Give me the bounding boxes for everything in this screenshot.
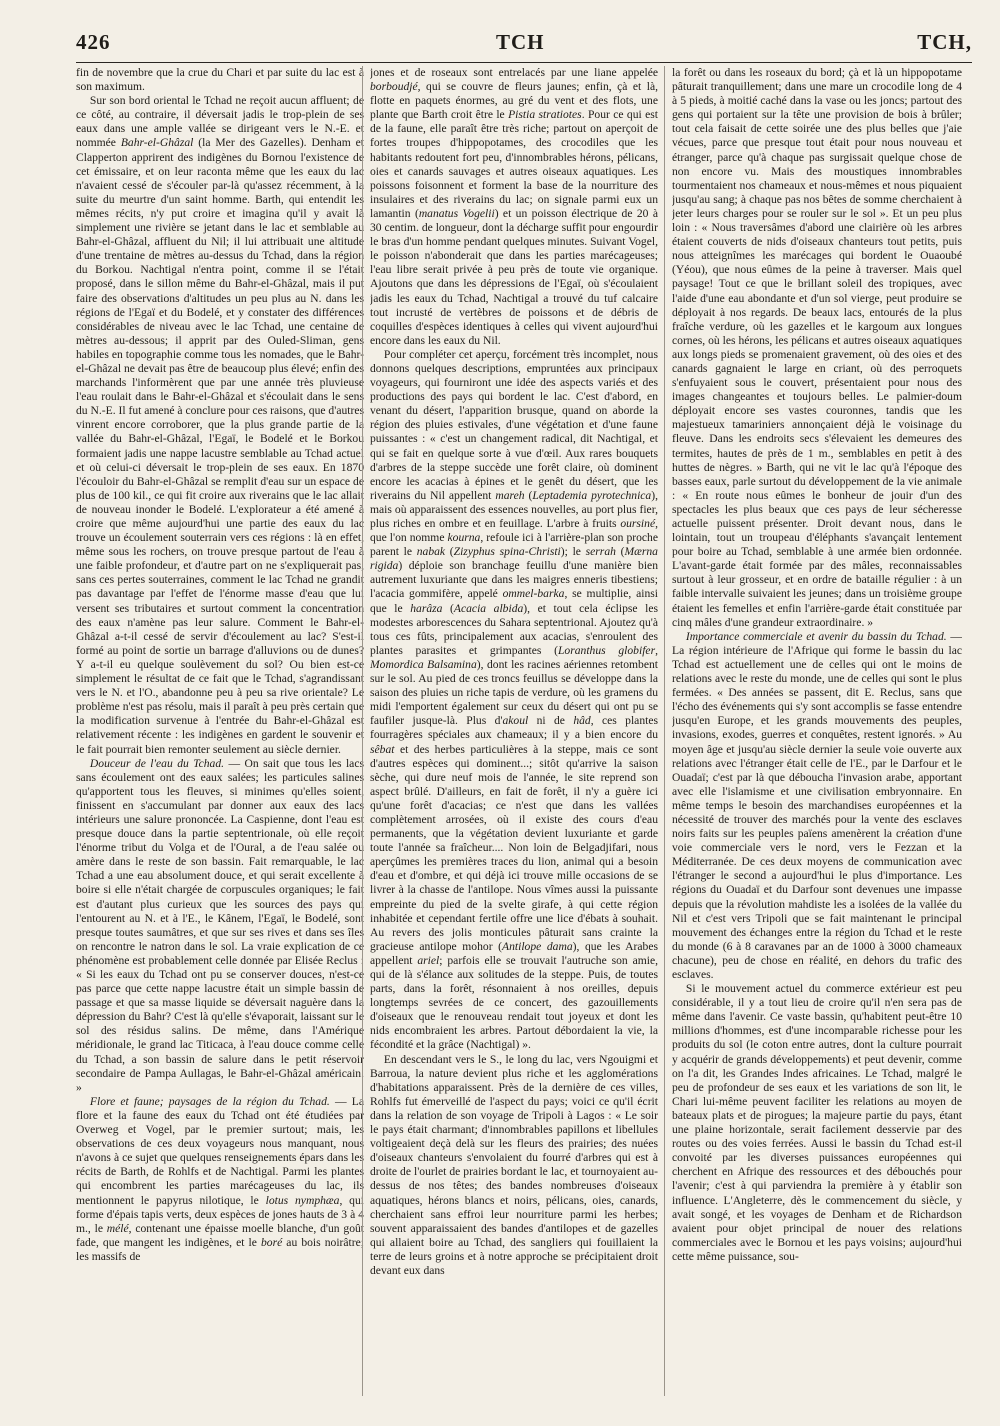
header-keyword-center: TCH [496,30,545,54]
text-run: ( [445,545,454,559]
text-run: ; parfois elle se trouvait l'autruche son amie, qui de là s'élance aux solitudes de la steppe. Puis, de toutes parts, dans la forêt, résonnaient à nos oreilles, depuis longtemps sevrées de ce concert, des gazouillements d'oiseaux que le renouveau rendait tout joyeux et dont les nids encombraient les arbres. Partout débordaient la vie, la fécondité et la grâce (Nachtigal) ». [370,953,658,1052]
text-run: ( [524,488,533,502]
text-column-1 [76,66,364,1406]
text-run: et des herbes particulières à la steppe, mais ce sont d'autres espèces qui dominent...; sitôt qu'arrive la saison sèche, qui dure neuf mois de l'année, le site reprend son aspect brûlé. D'ailleurs, en fait de forêt, il n'y a guère ici qu'une forêt d'acacias; ce n'est que dans les vallées complètement arrosées, où il existe des cours d'eau permanents, que la végétation devient luxuriante et garde toute l'année sa fraîcheur.... Non loin de Belgadjifari, nous aperçûmes les premières traces du lion, animal qui a besoin d'eau et d'ombre, et qui déjà ici trouve mille occasions de se livrer à la chasse de l'antilope. Nous vîmes aussi la puissante empreinte du pied de la svelte girafe, à qui cette région inhabitée et cependant fertile offre une lice d'ébats à souhait. Au revers des jolis monticules pâturait sans crainte la gracieuse antilope mohor ( [370,742,658,953]
italic-run: Pistia stratiotes [508,108,582,122]
text-run: jones et de roseaux sont entrelacés par une liane appelée [370,66,658,79]
text-run: — On sait que tous les lacs sans écoulement ont des eaux salées; les particules salines qu'apportent tous les fleuves, si minimes qu'elles soient, finissent en s'accumulant par donner aux eaux des lacs intérieurs une salure prononcée. La Caspienne, dont l'eau est presque douce dans la partie septentrionale, où elle reçoit l'énorme tribut du Volga et de l'Oural, a de l'eau salée ou amère dans le reste de son bassin. Fait remarquable, le lac Tchad a une eau absolument douce, et qui serait excellente à boire si elle n'était chargée de corpuscules organiques; le fait est d'autant plus curieux que les sources des pays qui l'entourent au N. et à l'E., le Kânem, l'Egaï, le Bodelé, sont presque toutes saumâtres, et que sur ses rives et dans ses îles on rencontre le natron dans le sol. La vraie explication de ce phénomène est probablement celle donnée par Elisée Reclus : « Si les eaux du Tchad ont pu se conserver douces, n'est-ce pas parce que cette nappe lacustre était un simple bassin de passage et que sa masse liquide se déversait naguère dans la dépression du Bahr? C'est là qu'elle s'évaporait, laissant sur le sol des résidus salins. De même, dans l'Amérique méridionale, le grand lac Titicaca, à l'eau douce comme celle du Tchad, a son bassin de salure dans le petit réservoir secondaire de Pampa Aullagas, le Bahr-el-Ghâzal américain. » [76,756,364,1094]
text-run: au bois noirâtre; les massifs de [76,1235,364,1263]
italic-run: Bahr-el-Ghâzal [120,136,194,150]
text-run: , se multiplie, ainsi que le [370,587,658,615]
paragraph [76,66,364,94]
text-run: Si le mouvement actuel du commerce extérieur est peu considérable, il y a tout lieu de croire qu'il n'en sera pas de même dans l'avenir. Ce vaste bassin, qu'habitent peut-être 10 millions d'hommes, est d'une incomparable richesse pour les produits du sol (le coton entre autres, dont la culture pourrait y acquérir de grands développements) et peut devenir, comme on l'a dit, les Grandes Indes africaines. Le Tchad, malgré le peu de profondeur de ses eaux et les variations de son lit, le Chari lui-même peuvent faciliter les relations au moyen de bateaux plats et de pirogues; la majeure partie du pays, étant une plaine horizontale, serait facilement desservie par des routes ou des voies ferrées. Aussi le bassin du Tchad est-il convoité par les diverses puissances européennes qui cherchent en Afrique des ressources et des débouchés pour l'avenir; c'est à qui parviendra la première à y établir son influence. L'Angleterre, dès le commencement du siècle, y avait songé, et les voyages de Denham et de Richardson avaient pour objet principal de nouer des relations commerciales avec le Bornou et les pays voisins; aujourd'hui cette même puissance, sou- [672,982,962,1263]
paragraph [76,94,364,756]
paragraph [370,66,658,348]
text-column-3 [672,66,962,1406]
italic-run: Zizyphus spina-Christi [453,545,561,559]
page-number: 426 [76,30,111,54]
italic-run: serrah [585,545,616,559]
italic-run: Importance commerciale et avenir du bassin du Tchad. [685,629,947,643]
column-separator [362,66,363,1396]
italic-run: boré [260,1235,283,1249]
text-run: , que l'on nomme [370,517,658,545]
italic-run: borboudjé [370,80,418,94]
header-keyword-right: TCH, [917,30,972,54]
text-run: , [655,643,658,657]
italic-run: ariel [417,953,440,967]
italic-run: akoul [502,714,529,728]
text-run: ); le [560,545,586,559]
italic-run: Douceur de l'eau du Tchad. [89,756,225,770]
text-run: En descendant vers le S., le long du lac, vers Ngouigmi et Barroua, la nature devient plus riche et les agglomérations d'habitations apparaissent. Près de la dernière de ces villes, Rohlfs fut émerveillé de l'aspect du pays; voici ce qu'il écrit dans la relation de son voyage de Tripoli à Lagos : « Le soir le pays était charmant; d'innombrables papillons et libellules voltigeaient deçà delà sur les fleurs des prairies; des nuées d'oiseaux chanteurs s'envolaient du fourré d'arbres qui est à droite de l'ourlet de prairies bordant le lac, et tournoyaient au-dessus de nos têtes; des bandes nombreuses d'oiseaux aquatiques, hérons blancs et noirs, pélicans, oies, canards, cherchaient sans effroi leur nourriture parmi les herbes; souvent apparaissaient des bandes d'antilopes et de gazelles qui allaient boire au Tchad, des sangliers qui fouillaient la terre de leurs groins et à notre approche se précipitaient droit devant eux dans [370,1052,658,1277]
text-run: , refoule ici à l'arrière-plan son proche parent le [370,531,658,559]
italic-run: Acacia albida [453,601,524,615]
italic-run: Momordica Balsamina [370,657,477,671]
paragraph [76,1095,364,1264]
text-run: ( [442,601,454,615]
text-run: ( [615,545,625,559]
text-run: — La région intérieure de l'Afrique qui forme le bassin du lac Tchad est actuellement une de celles qui ont le moins de relations avec le reste du monde, une de celles qui sont le plus fermées. « Des années se passent, dit E. Reclus, sans que l'écho des événements qui s'y sont accomplis se fasse entendre jusqu'en Europe, et les grands mouvements des peuples, invasions, exodes, guerres et conquêtes, restent ignorés. » Au moyen âge et jusqu'au siècle dernier la seule voie ouverte aux relations avec l'étranger était celle de l'E., par le Darfour et le Ouadaï; c'est par là que déboucha l'invasion arabe, apportant avec elle l'islamisme et une civilisation embryonnaire. En même temps le besoin des marchandises européennes et la nécessité de trouver des marchés pour la vente des esclaves noirs faits sur les peuples païens amenèrent la création d'une voie commerciale vers le nord, vers le Fezzan et la Méditerranée. De ces deux moyens de communication avec l'étranger le second a aujourd'hui le plus d'importance. Les régions du Ouadaï et du Darfour sont devenues une impasse depuis que la révolution mahdiste les a isolées de la vallée du Nil et c'est vers Tripoli que se fait maintenant le principal mouvement des échanges entre la région du Tchad et le reste du monde (6 à 8 caravanes par an de 1000 à 3000 chameaux chacune), peu de chose en réalité, en dehors du trafic des esclaves. [672,629,962,981]
paragraph [672,630,962,982]
text-run: Pour compléter cet aperçu, forcément très incomplet, nous donnons quelques descriptions, empruntées aux principaux voyageurs, qui fourniront une idée des aspects variés et des productions des pays qui bordent le lac. C'est d'abord, en venant du désert, l'apparition brusque, quand on aborde la région des pluies estivales, d'une végétation et d'une faune puissantes : « c'est un changement radical, dit Nachtigal, et qui se fait en quelque sorte à vue d'œil. Aux rares bouquets d'arbres de la steppe succède une forêt claire, où dominent encore les acacias à épines et le genêt du désert, que les riverains du Nil appellent [370,347,658,502]
column-separator [664,66,665,1396]
italic-run: hâd [573,714,591,728]
italic-run: mareh [495,488,525,502]
text-run: ), que les Arabes appellent [370,939,658,967]
italic-run: Flore et faune; paysages de la région du Tchad. [89,1094,330,1108]
text-column-2 [370,66,658,1406]
text-run: . Pour ce qui est de la faune, elle paraît être très riche; partout on aperçoit de fortes troupes d'hippopotames, des crocodiles que les habitants redoutent fort peu, d'innombrables hérons, pélicans, oies et canards sauvages et autres oiseaux aquatiques. Les poissons foisonnent et forment la base de la nourriture des insulaires et des riverains du lac; on signale parmi eux un lamantin ( [370,108,658,220]
text-run: ), et tout cela éclipse les modestes arborescences du Sahara septentrional. Ajoutez qu'à tous ces fûts, principalement aux acacias, s'enroulent des plantes parasites et grimpantes ( [370,601,658,657]
text-run: , ces plantes fourragères spéciales aux chameaux; il y a bien encore du [370,714,658,742]
text-run: , contenant une épaisse moelle blanche, d'un goût fade, que mangent les indigènes, et le [76,1221,364,1249]
text-run: fin de novembre que la crue du Chari et par suite du lac est à son maximum. [76,66,364,94]
text-run: ) déploie son branchage feuillu d'une manière bien autrement luxuriante que dans les maigres enneris tibestiens; l'acacia gommifère, appelé [370,559,658,601]
italic-run: ommel-barka [502,587,565,601]
text-run: la forêt ou dans les roseaux du bord; çà et là un hippopotame pâturait tranquillement; dans une mare un crocodile long de 4 à 5 pieds, à moitié caché dans la vase ou les joncs; partout des gens qui portaient sur la tête une provision de bois à brûler; tout cela faisait de cette soirée une des plus belles que j'aie vécues, parce que presque tout était pour nous nouveau et étranger, parce qu'à chaque pas surgissait quelque chose de non encore vu. Mais des moustiques innombrables tourmentaient nos chameaux et nous-mêmes et nous piquaient jusqu'au sang; à chaque pas nos bêtes de somme cherchaient à jeter leurs charges pour se rouler sur le sol ». Et un peu plus loin : « Nous traversâmes d'abord une clairière où les arbres étaient couverts de nids d'oiseaux chanteurs tout petits, puis nous atteignîmes les marécages qui bordent le Ouaoubé (Yéou), que nous eûmes de la peine à traverser. Mais quel paysage! Tout ce que le brillant soleil des tropiques, avec l'aide d'une eau abondante et d'un sol vierge, peut produire se déployait à nos regards. De beaux lacs, entourés de la plus fraîche verdure, où les gazelles et le kargoum aux longues cornes, où les hérons, les pélicans et autres oiseaux aquatiques aux longs pieds se promenaient gravement, où des oies et des canards gagnaient le large en criant, où des perroquets s'enfuyaient sous le couvert, présentaient pour nous des images changeantes et toujours belles. Le palmier-doum déployait encore ses vastes couronnes, tandis que les majestueux tamariniers annonçaient déjà le voisinage du fleuve. Dans les endroits secs s'élevaient les demeures des termites, hautes de près de 1 m., semblables en petit à des huttes de nègres. » Barth, qui ne vit le lac qu'à l'époque des basses eaux, parle surtout du développement de la vie animale : « En route nous eûmes le bonheur de jouir d'un des spectacles les plus beaux que ces pays de leur sécheresse actuelle puissent présenter. Droit devant nous, dans le lointain, tout un troupeau d'éléphants s'avançait lentement pour boire au Tchad, semblable à une armée bien ordonnée. L'avant-garde était formée par des mâles, reconnaissables surtout à leur grosseur, et en ordre de bataille régulier : à un faible intervalle suivaient les jeunes; dans un troisième groupe étaient les femelles et enfin l'arrière-garde était constituée par cinq mâles d'une grandeur extraordinaire. » [672,66,962,629]
paragraph [672,66,962,630]
paragraph [370,348,658,1053]
text-run: ), dont les racines aériennes retombent sur le sol. Au pied de ces troncs feuillus se développe dans la saison des pluies un riche tapis de verdure, où les gramens du midi l'emportent également sur ceux du désert qui ont pu se faufiler jusque-là. Plus d' [370,657,658,728]
paragraph [76,757,364,1095]
italic-run: sêbat [370,742,395,756]
italic-run: Mærna rigida [370,545,658,573]
italic-run: kourna [447,531,481,545]
italic-run: Antilope dama [502,939,573,953]
italic-run: manatus Vogelii [418,206,495,220]
text-run: Sur son bord oriental le Tchad ne reçoit aucun affluent; de ce côté, au contraire, il déversait jadis le trop-plein de ses eaux dans une ample vallée se dirigeant vers le N.-E. et nommée [76,94,364,150]
italic-run: lotus nymphæa [265,1193,340,1207]
italic-run: mélé [106,1221,129,1235]
italic-run: nabak [416,545,446,559]
text-run: ni de [528,714,574,728]
text-run: ), mais où apparaissent des essences nouvelles, au port plus fier, plus riches en ombre et en feuillage. L'arbre à fruits [370,488,658,530]
italic-run: oursiné [620,517,656,530]
text-run: — La flore et la faune des eaux du Tchad ont été étudiées par Overweg et Vogel, par le premier surtout; mais, les observations de ces deux voyageurs nous manquant, nous n'avons à ce sujet que quelques renseignements épars dans les récits de Barth, de Rohlfs et de Nachtigal. Parmi les plantes qui encombrent les parties marécageuses du lac, ils mentionnent le papyrus nilotique, le [76,1094,364,1207]
text-run: , qui forme d'épais tapis verts, deux espèces de jones hauts de 3 à 4 m., le [76,1193,364,1235]
header-rule [76,62,972,63]
text-run: , qui se couvre de fleurs jaunes; enfin, çà et là, flotte en paquets énormes, au gré du vent et des flots, une plante que Barth croit être le [370,80,658,122]
italic-run: Leptademia pyrotechnica [532,488,652,502]
text-run: (la Mer des Gazelles). Denham et Clapperton apprirent des indigènes du Bornou l'existence de cet émissaire, et on leur raconta même que les eaux du lac n'avaient cessé de s'écouler par-là qu'assez récemment, à la suite du meurtre d'un saint homme. Barth, qui entendit les mêmes récits, n'y put croire et imagina qu'il y avait là simplement une rivière se jetant dans le lac et semblable au Bahr-el-Ghâzal, affluent du Nil; il lui attribuait une altitude d'une trentaine de mètres au-dessus du Tchad, dans la région du Borkou. Nachtigal n'entra point, comme il se l'était proposé, dans le sillon même du Bahr-el-Ghâzal, mais il put faire des observations d'altitudes un peu plus au N. dans les régions de l'Egaï et du Bodelé, et y constater des différences considérables de niveau avec le lac Tchad, une centaine de mètres au-dessous; il apprit par des Ouled-Sliman, gens habiles en topographie comme tous les nomades, que le Bahr-el-Ghâzal ne devait pas être de beaucoup plus élevé; enfin des marchands l'informèrent que par une année très pluvieuse l'eau roulait dans le Bahr-el-Ghâzal et s'écoulait dans le sens du N.-E. Il fut amené à conclure pour ces raisons, que d'autres vinrent encore corroborer, que la plus grande partie de la vallée du Bahr-el-Ghâzal, l'Egaï, le Bodelé et le Borkou formaient jadis une nappe lacustre semblable au Tchad actuel et où celui-ci déversait le trop-plein de ses eaux. En 1870 l'écouloir du Bahr-el-Ghâzal se remplit d'eau sur un espace de plus de 100 kil., ce qui fit croire aux riverains que le lac allait de nouveau inonder le Bodelé. L'explorateur a été amené à croire que même aujourd'hui une partie des eaux du lac trouve un écoulement souterrain vers ces régions : là en effet, même sous les rochers, on trouve presque partout de l'eau à une faible profondeur, et d'autre part on ne s'expliquerait pas, sans ces pertes souterraines, comment le lac Tchad ne grandit pas davantage par l'effet de l'énorme masse d'eau que lui versent ses tributaires et surtout comment la concentration des eaux n'amène pas leur salure. Comment le Bahr-el-Ghâzal a-t-il cessé de servir d'écoulement au lac? S'est-il formé au point de sortie un barrage d'alluvions ou de dunes? Y a-t-il eu quelque soulèvement du sol? Ou bien est-ce simplement le résultat de ce fait que le Tchad, s'agrandissant vers le N. et l'O., abandonne peu à peu sa rive orientale? Le problème n'est pas résolu, mais il paraît à peu près certain que la modification survenue à l'entrée du Bahr-el-Ghâzal est relativement récente : les indigènes en gardent le souvenir et le fait pourrait bien remonter seulement au siècle dernier. [76,136,364,756]
running-header [76,30,972,60]
paragraph [672,982,962,1264]
paragraph [370,1053,658,1279]
italic-run: harâza [410,601,443,615]
text-run: ) et un poisson électrique de 20 à 30 centim. de longueur, dont la décharge suffit pour engourdir le bras d'un homme pendant quelques minutes. Suivant Vogel, le poisson n'abonderait que dans les parties marécageuses; l'eau libre serait privée à peu près de toute vie organique. Ajoutons que dans les dépressions de l'Egaï, où s'écoulaient jadis les eaux du Tchad, Nachtigal a trouvé du tuf calcaire tout incrusté de vertèbres de poissons et de débris de coquilles d'espèces identiques à celles qui vivent aujourd'hui encore dans les eaux du Nil. [370,206,658,347]
italic-run: Loranthus globifer [557,643,656,657]
